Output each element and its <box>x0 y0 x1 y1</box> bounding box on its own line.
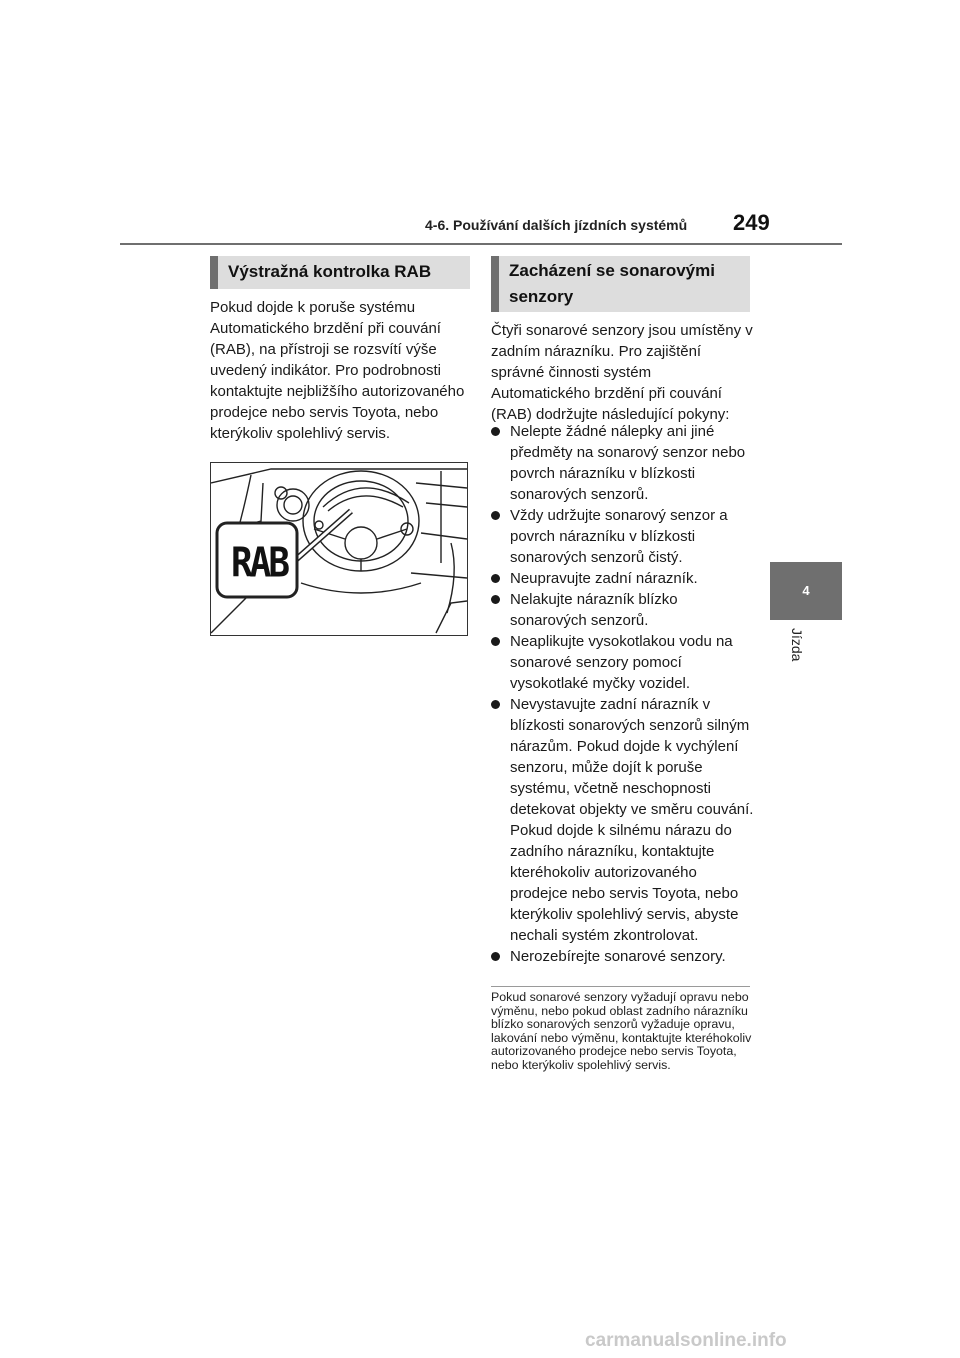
list-item: Nelepte žádné nálepky ani jiné předměty na sonarový senzor nebo povrch nárazníku v blízkosti sonarových senzorů. <box>491 421 756 505</box>
bullet-icon <box>491 511 500 520</box>
repair-note: Pokud sonarové senzory vyžadují opravu nebo výměnu, nebo pokud oblast zadního nárazníku blízko sonarových senzorů vyžaduje opravu, lakování nebo výměnu, kontaktujte kteréhokoliv autorizovaného prodejce nebo servis Toyota, nebo kterýkoliv spolehlivý servis. <box>491 990 752 1072</box>
list-item: Neaplikujte vysokotlakou vodu na sonarové senzory pomocí vysokotlaké myčky vozidel. <box>491 631 756 694</box>
sonar-instructions-list <box>491 421 756 967</box>
bullet-icon <box>491 700 500 709</box>
chapter-label: Jízda <box>789 628 805 662</box>
page-number: 249 <box>733 210 770 235</box>
warning-light-paragraph: Pokud dojde k poruše systému Automatického brzdění při couvání (RAB), na přístroji se rozsvítí výše uvedený indikátor. Pro podrobnosti kontaktujte nejbližšího autorizovaného prodejce nebo servis Toyota, nebo kterýkoliv spolehlivý servis. <box>210 299 465 442</box>
sonar-intro-paragraph: Čtyři sonarové senzory jsou umístěny v zadním nárazníku. Pro zajištění správné činnosti systém Automatického brzdění při couvání (RAB) dodržujte následující pokyny: <box>491 322 753 423</box>
rab-callout-label: RAB <box>231 539 288 588</box>
warning-light-heading: Výstražná kontrolka RAB <box>210 256 470 289</box>
watermark: carmanualsonline.info <box>585 1330 787 1351</box>
bullet-icon <box>491 574 500 583</box>
note-divider <box>491 986 750 987</box>
list-item: Neupravujte zadní nárazník. <box>491 568 756 589</box>
bullet-icon <box>491 952 500 961</box>
list-item: Nevystavujte zadní nárazník v blízkosti sonarových senzorů silným nárazům. Pokud dojde k vychýlení senzoru, může dojít k poruše systému, včetně neschopnosti detekovat objekty ve směru couvání. Pokud dojde k silnému nárazu do zadního nárazníku, kontaktujte kteréhokoliv autorizovaného prodejce nebo servis Toyota, nebo kterýkoliv spolehlivý servis, abyste nechali systém zkontrolovat. <box>491 694 756 946</box>
list-item: Nerozebírejte sonarové senzory. <box>491 946 756 967</box>
list-item: Nelakujte nárazník blízko sonarových senzorů. <box>491 589 756 631</box>
bullet-icon <box>491 595 500 604</box>
dashboard-illustration <box>210 462 468 636</box>
section-title: 4-6. Používání dalších jízdních systémů <box>425 217 688 233</box>
list-item: Vždy udržujte sonarový senzor a povrch nárazníku v blízkosti sonarových senzorů čistý. <box>491 505 756 568</box>
bullet-icon <box>491 637 500 646</box>
chapter-tab: 4 <box>770 562 842 620</box>
header-divider <box>120 243 842 245</box>
bullet-icon <box>491 427 500 436</box>
sonar-sensor-heading: Zacházení se sonarovými senzory <box>491 256 750 312</box>
